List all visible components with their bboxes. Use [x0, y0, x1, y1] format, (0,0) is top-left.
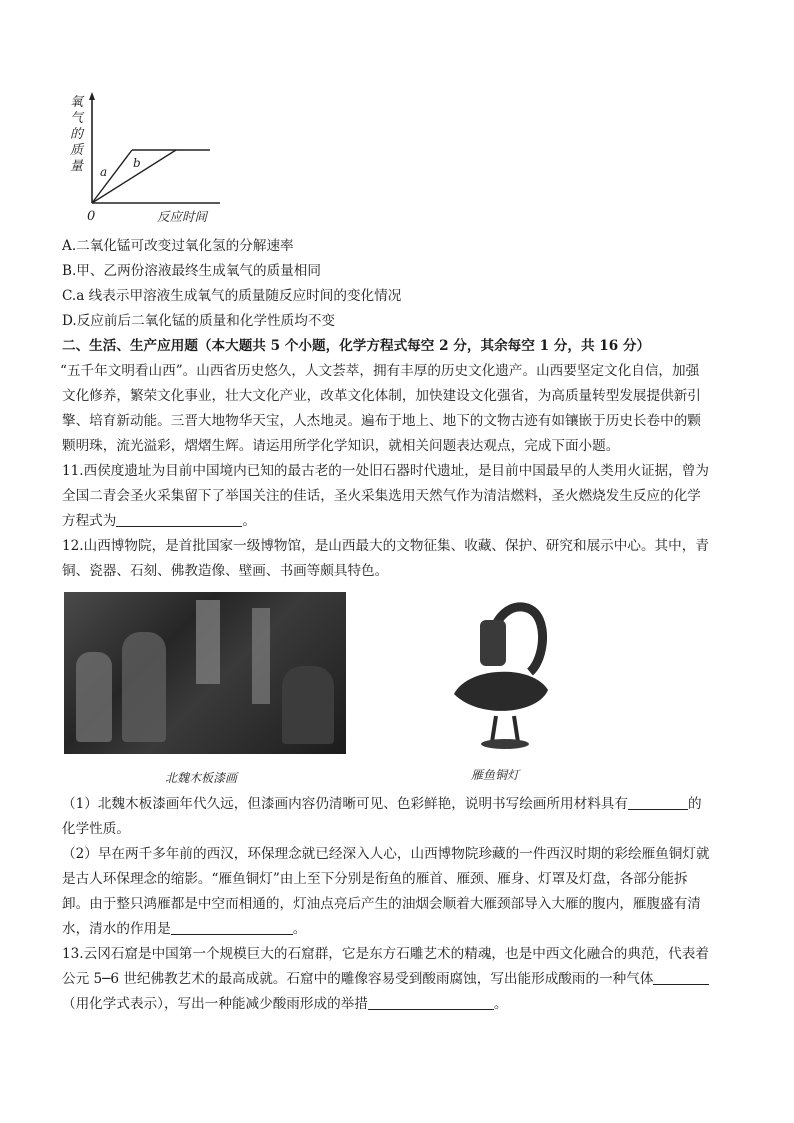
y-axis-label	[70, 95, 85, 174]
y-label-char-2: 的	[70, 127, 84, 142]
intro-line-3: 擎、培育新动能。三晋大地物华天宝，人杰地灵。遍布于地上、地下的文物古迹有如镶嵌于历史长卷中的颗	[62, 413, 701, 429]
intro-line-1: “五千年文明看山西”。山西省历史悠久，人文荟萃，拥有丰厚的历史文化遗产。山西要坚定文化自信，加强	[60, 363, 700, 379]
q12-line-1: 12.山西博物院，是首批国家一级博物馆，是山西最大的文物征集、收藏、保护、研究和展示中心。其中，青	[62, 538, 709, 554]
line-a-label: a	[100, 165, 108, 179]
lamp-body	[454, 672, 548, 711]
lamp-base	[481, 739, 529, 749]
q12-2-end: 。	[292, 921, 307, 937]
right-image-caption: 雁鱼铜灯	[471, 768, 520, 782]
q13-text-2: （用化学式表示），写出一种能减少酸雨形成的举措	[62, 996, 368, 1012]
y-label-char-4: 量	[70, 159, 84, 174]
q13-measure-blank[interactable]	[368, 995, 494, 1010]
q12-line-2: 铜、瓷器、石刻、佛教造像、壁画、书画等颇具特色。	[62, 563, 389, 579]
inscription-panel-2	[252, 608, 270, 704]
q12-2-line-4	[62, 917, 306, 941]
q12-2-answer-blank[interactable]	[171, 920, 293, 935]
q13-text-1: 公元 5─6 世纪佛教艺术的最高成就。石窟中的雕像容易受到酸雨腐蚀，写出能形成酸雨的一种气体	[62, 971, 654, 987]
q11-line-1: 11.西侯度遗址为目前中国境内已知的最古老的一处旧石器时代遗址，是目前中国最早的人类用火证据，曾为	[62, 463, 709, 479]
y-label-char-0: 氧	[70, 95, 84, 110]
y-axis-arrow	[89, 92, 95, 100]
origin-label: 0	[87, 209, 96, 224]
option-b: B.甲、乙两份溶液最终生成氧气的质量相同	[62, 263, 321, 279]
lamp-shade	[480, 620, 506, 666]
line-b-label: b	[133, 156, 141, 170]
y-label-char-3: 质	[70, 143, 84, 158]
q12-2-line-2: 是古人环保理念的缩影。“雁鱼铜灯”由上至下分别是衔鱼的雁首、雁颈、雁身、灯罩及灯盘，各部分能拆	[62, 871, 688, 887]
option-c: C.a 线表示甲溶液生成氧气的质量随反应时间的变化情况	[62, 288, 402, 304]
option-d: D.反应前后二氧化锰的质量和化学性质均不变	[62, 313, 336, 329]
q11-line-3	[62, 509, 256, 533]
q13-line-3	[62, 992, 507, 1016]
q13-line-1: 13.云冈石窟是中国第一个规模巨大的石窟群，它是东方石雕艺术的精魂，也是中西文化融合的典范，代表着	[62, 946, 709, 962]
q12-1-line-2: 化学性质。	[62, 821, 130, 837]
q11-line-2: 全国二青会圣火采集留下了举国关注的佳话，圣火采集选用天然气作为清洁燃料，圣火燃烧发生反应的化学	[62, 488, 701, 504]
q12-2-line-1: （2）早在两千多年前的西汉，环保理念就已经深入人心，山西博物院珍藏的一件西汉时期的彩绘雁鱼铜灯就	[62, 846, 710, 862]
lamp-leg-2	[514, 716, 518, 742]
bronze-lamp-image	[440, 592, 570, 762]
bronze-lamp-drawing	[440, 592, 570, 762]
option-a: A.二氧化锰可改变过氧化氢的分解速率	[62, 238, 294, 254]
q12-2-text: 水，清水的作用是	[62, 921, 171, 937]
q13-end: 。	[493, 996, 508, 1012]
section-title: 二、生活、生产应用题（本大题共 5 个小题，化学方程式每空 2 分，其余每空 1 分，共 16 分）	[62, 338, 651, 354]
y-label-char-1: 气	[70, 111, 84, 126]
painted-figure-2	[122, 632, 166, 742]
intro-line-4: 颗明珠，流光溢彩，熠熠生辉。请运用所学化学知识，就相关问题表达观点，完成下面小题。	[62, 438, 620, 454]
q12-1-mid: 的	[688, 796, 702, 812]
q12-1-text: （1）北魏木板漆画年代久远，但漆画内容仍清晰可见、色彩鲜艳，说明书写绘画所用材料具有	[62, 796, 628, 812]
painted-figure-3	[282, 666, 334, 744]
lamp-leg-1	[492, 716, 496, 742]
q11-text: 方程式为	[62, 513, 117, 529]
intro-line-2: 文化修养，繁荣文化事业，壮大文化产业，改革文化体制，加快建设文化强省，为高质量转型发展提供新引	[62, 388, 701, 404]
painted-figure-1	[76, 652, 112, 742]
oxygen-mass-graph	[60, 88, 230, 228]
q12-2-line-3: 卸。由于整只鸿雁都是中空而相通的，灯油点亮后产生的油烟会顺着大雁颈部导入大雁的腹内，雁腹盛有清	[62, 896, 701, 912]
lacquer-painting-image	[64, 592, 346, 754]
q13-line-2	[62, 967, 709, 991]
graph-svg	[60, 88, 230, 228]
line-a	[92, 150, 132, 203]
q11-answer-blank[interactable]	[116, 512, 242, 527]
left-image-caption: 北魏木板漆画	[165, 771, 238, 785]
q13-gas-blank[interactable]	[653, 970, 709, 985]
x-axis-label: 反应时间	[157, 209, 208, 224]
inscription-panel-1	[196, 600, 220, 684]
q12-1-answer-blank[interactable]	[628, 795, 688, 810]
q12-1-line-1	[62, 792, 702, 816]
q11-end: 。	[242, 513, 256, 529]
